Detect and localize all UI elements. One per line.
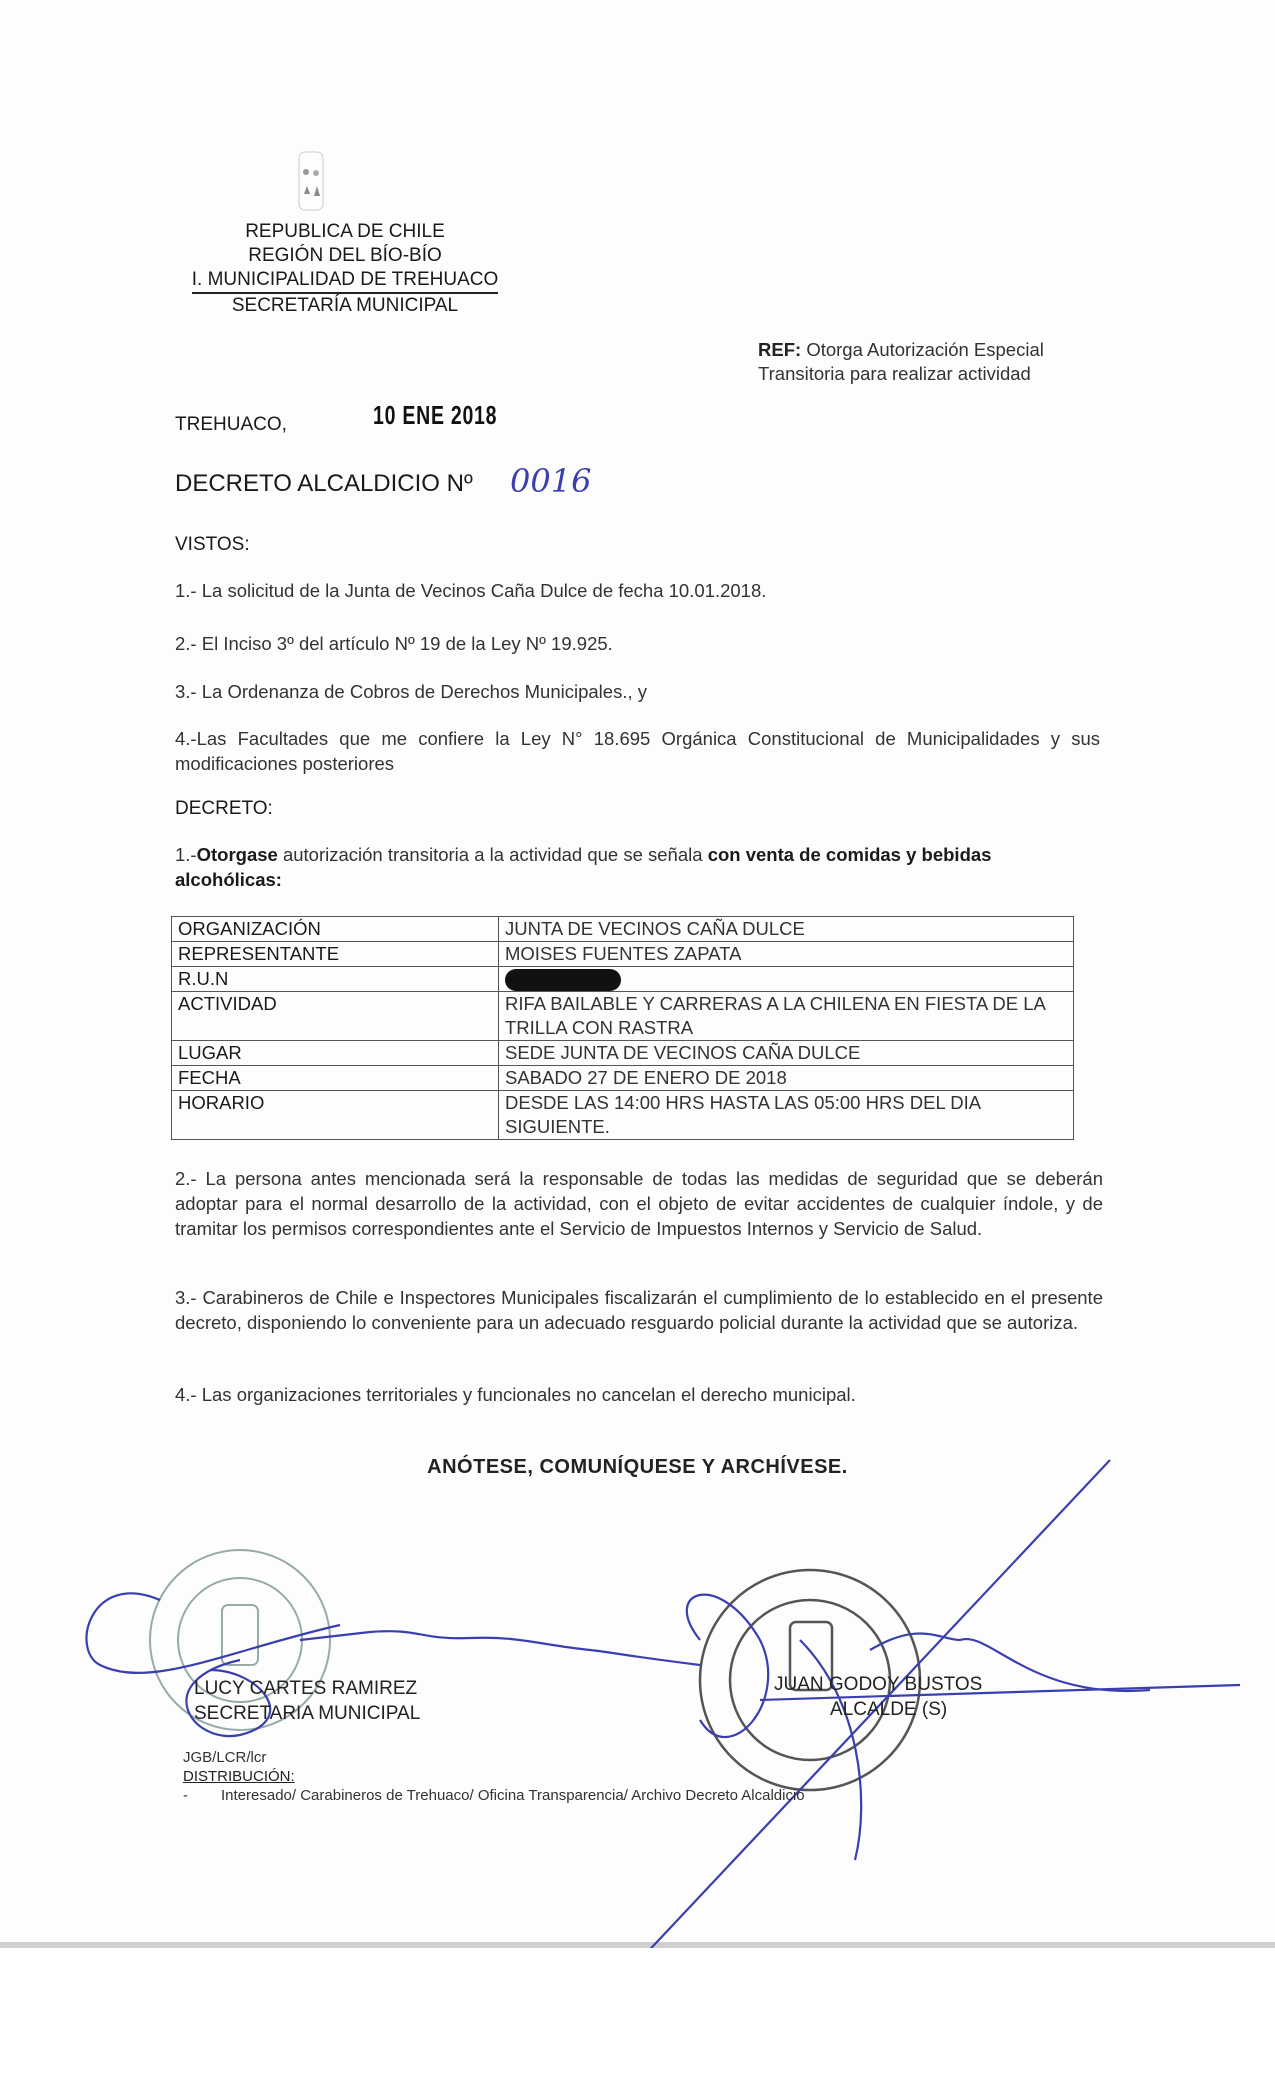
table-value: SABADO 27 DE ENERO DE 2018 (499, 1066, 1074, 1091)
p1-text: autorización transitoria a la actividad que se señala (277, 844, 708, 865)
mayor-name: JUAN GODOY BUSTOS (774, 1674, 983, 1695)
left-signature-block (194, 1676, 420, 1726)
decree-number: 0016 (510, 462, 592, 500)
table-value: DESDE LAS 14:00 HRS HASTA LAS 05:00 HRS DEL DIA SIGUIENTE. (499, 1091, 1074, 1140)
visto-item: 2.- El Inciso 3º del artículo Nº 19 de la Ley Nº 19.925. (175, 633, 613, 654)
table-value: MOISES FUENTES ZAPATA (499, 942, 1074, 967)
table-row (172, 942, 1074, 967)
table-key: R.U.N (172, 967, 499, 992)
letterhead-line: SECRETARÍA MUNICIPAL (231, 295, 459, 316)
table-row (172, 917, 1074, 942)
p1-bold: Otorgase (196, 844, 278, 865)
table-key: FECHA (172, 1066, 499, 1091)
p1-bold2: con venta de comidas y bebidas alcohólicas: (175, 844, 992, 890)
initials: JGB/LCR/lcr (183, 1749, 267, 1766)
table-row (172, 1091, 1074, 1140)
distribution-list: Interesado/ Carabineros de Trehuaco/ Oficina Transparencia/ Archivo Decreto Alcaldicio (221, 1787, 805, 1804)
table-key: HORARIO (172, 1091, 499, 1140)
table-key: ORGANIZACIÓN (172, 917, 499, 942)
date-stamp: 10 ENE 2018 (373, 400, 498, 430)
table-row (172, 992, 1074, 1041)
decreto-paragraph-1 (175, 842, 1100, 892)
decreto-paragraph-4: 4.- Las organizaciones territoriales y funcionales no cancelan el derecho municipal. (175, 1384, 856, 1405)
ref-label: REF: (758, 339, 802, 360)
reference (758, 338, 1098, 386)
letterhead-line: REGIÓN DEL BÍO-BÍO (248, 245, 442, 266)
secretary-title: SECRETARIA MUNICIPAL (194, 1703, 421, 1724)
redaction-mark (505, 969, 621, 991)
table-value: JUNTA DE VECINOS CAÑA DULCE (499, 917, 1074, 942)
distribution-heading: DISTRIBUCIÓN: (183, 1768, 295, 1785)
ref-line2: Transitoria para realizar actividad (758, 363, 1031, 384)
closing-formula: ANÓTESE, COMUNÍQUESE Y ARCHÍVESE. (427, 1456, 848, 1478)
letterhead-line: REPUBLICA DE CHILE (245, 221, 445, 242)
decree-title: DECRETO ALCALDICIO Nº (175, 470, 473, 497)
vistos-heading: VISTOS: (175, 534, 250, 555)
table-row (172, 1066, 1074, 1091)
decreto-paragraph-2: 2.- La persona antes mencionada será la responsable de todas las medidas de seguridad que se deberán adoptar para el normal desarrollo de la actividad, con el objeto de evitar accidentes de cualquier índole, y de tramitar los permisos correspondientes ante el Servicio de Impuestos Internos y Servicio de Salud. (175, 1168, 1103, 1239)
secretary-name: LUCY CARTES RAMIREZ (194, 1678, 418, 1699)
table-key: LUGAR (172, 1041, 499, 1066)
table-row (172, 1041, 1074, 1066)
coat-of-arms-icon (296, 146, 326, 214)
table-key: REPRESENTANTE (172, 942, 499, 967)
activity-details-table (171, 916, 1074, 1140)
ref-line1: Otorga Autorización Especial (806, 339, 1044, 360)
visto-item: 1.- La solicitud de la Junta de Vecinos Caña Dulce de fecha 10.01.2018. (175, 580, 767, 601)
table-key: ACTIVIDAD (172, 992, 499, 1041)
right-signature-block (774, 1672, 982, 1722)
decreto-heading: DECRETO: (175, 798, 273, 819)
visto-item: 4.-Las Facultades que me confiere la Ley N° 18.695 Orgánica Constitucional de Municipalidades y sus modificaciones posteriores (175, 728, 1100, 774)
p1-prefix: 1.- (175, 844, 197, 865)
letterhead-line: I. MUNICIPALIDAD DE TREHUACO (192, 268, 499, 294)
table-value: RIFA BAILABLE Y CARRERAS A LA CHILENA EN FIESTA DE LA TRILLA CON RASTRA (499, 992, 1074, 1041)
mayor-title: ALCALDE (S) (830, 1699, 948, 1720)
visto-item: 3.- La Ordenanza de Cobros de Derechos Municipales., y (175, 681, 648, 702)
table-value: SEDE JUNTA DE VECINOS CAÑA DULCE (499, 1041, 1074, 1066)
table-row (172, 967, 1074, 992)
table-value-redacted (499, 967, 1074, 992)
place: TREHUACO, (175, 414, 287, 435)
letterhead (170, 220, 520, 318)
distribution-dash: - (183, 1787, 188, 1804)
decreto-paragraph-3: 3.- Carabineros de Chile e Inspectores Municipales fiscalizarán el cumplimiento de lo establecido en el presente decreto, disponiendo lo conveniente para un adecuado resguardo policial durante la actividad que se autoriza. (175, 1287, 1103, 1333)
